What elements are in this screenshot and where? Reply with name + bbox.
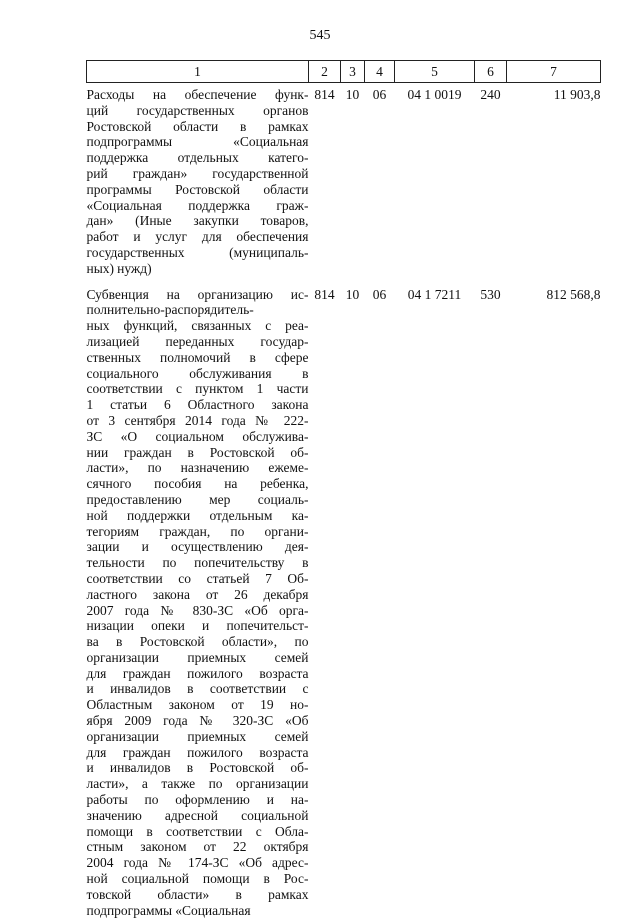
description-line: «Социальная поддержка граж-: [87, 198, 309, 214]
description-line: товской области» в рамках: [87, 887, 309, 903]
description-line: ластного закона от 26 декабря: [87, 587, 309, 603]
description-line: ственных полномочий в сфере: [87, 350, 309, 366]
row-code-target: 04 1 0019: [395, 87, 475, 277]
description-line: подпрограммы «Социальная: [87, 903, 309, 918]
description-line: значению адресной социальной: [87, 808, 309, 824]
header-col-4: 4: [365, 61, 395, 83]
table-body: [87, 83, 601, 918]
description-line: работы по оформлению и на-: [87, 792, 309, 808]
table-row: [87, 287, 601, 918]
description-line: соответствии со статьей 7 Об-: [87, 571, 309, 587]
description-line: ных) нужд): [87, 261, 309, 277]
table-header: [87, 61, 601, 83]
header-col-5: 5: [395, 61, 475, 83]
description-line: ной поддержки отдельным ка-: [87, 508, 309, 524]
row-code-target: 04 1 7211: [395, 287, 475, 918]
row-code-expense-type: 240: [475, 87, 507, 277]
description-line: ной социальной помощи в Рос-: [87, 871, 309, 887]
description-line: ЗС «О социальном обслужива-: [87, 429, 309, 445]
description-line: социального обслуживания в: [87, 366, 309, 382]
row-code-subsection: 06: [365, 87, 395, 277]
description-line: ных функций, связанных с реа-: [87, 318, 309, 334]
header-row: [87, 61, 601, 83]
header-col-1: 1: [87, 61, 309, 83]
row-spacer: [87, 277, 601, 287]
description-line: ября 2009 года № 320-ЗС «Об: [87, 713, 309, 729]
row-code-expense-type: 530: [475, 287, 507, 918]
table-row: [87, 87, 601, 277]
description-line: низации опеки и попечительст-: [87, 618, 309, 634]
description-line: тегориям граждан, по органи-: [87, 524, 309, 540]
description-line: ласти», а также по организации: [87, 776, 309, 792]
description-line: подпрограммы «Социальная: [87, 134, 309, 150]
row-amount: 812 568,8: [507, 287, 601, 918]
description-line: ласти», по назначению ежеме-: [87, 460, 309, 476]
row-code-section: 10: [341, 287, 365, 918]
row-code-subsection: 06: [365, 287, 395, 918]
description-line: организации приемных семей: [87, 729, 309, 745]
description-line: 1 статьи 6 Областного закона: [87, 397, 309, 413]
description-line: работ и услуг для обеспечения: [87, 229, 309, 245]
row-code-ministry: 814: [309, 87, 341, 277]
description-line: Ростовской области в рамках: [87, 119, 309, 135]
description-line: и инвалидов в Ростовской об-: [87, 760, 309, 776]
description-line: рий граждан» государственной: [87, 166, 309, 182]
description-line: для граждан пожилого возраста: [87, 745, 309, 761]
row-code-section: 10: [341, 87, 365, 277]
description-line: дан» (Иные закупки товаров,: [87, 213, 309, 229]
description-line: Расходы на обеспечение функ-: [87, 87, 309, 103]
description-line: для граждан пожилого возраста: [87, 666, 309, 682]
header-col-7: 7: [507, 61, 601, 83]
description-line: от 3 сентября 2014 года № 222-: [87, 413, 309, 429]
description-line: соответствии с пунктом 1 части: [87, 381, 309, 397]
description-line: лизацией переданных государ-: [87, 334, 309, 350]
row-code-ministry: 814: [309, 287, 341, 918]
description-line: и инвалидов в соответствии с: [87, 681, 309, 697]
page-number: 545: [0, 28, 640, 44]
description-line: нии граждан в Ростовской об-: [87, 445, 309, 461]
description-line: зации и осуществлению дея-: [87, 539, 309, 555]
description-line: поддержка отдельных катего-: [87, 150, 309, 166]
header-col-6: 6: [475, 61, 507, 83]
description-line: 2004 года № 174-ЗС «Об адрес-: [87, 855, 309, 871]
description-line: ций государственных органов: [87, 103, 309, 119]
description-line: организации приемных семей: [87, 650, 309, 666]
row-description: [87, 287, 309, 918]
description-line: Субвенция на организацию ис-: [87, 287, 309, 303]
description-line: полнительно-распорядитель-: [87, 302, 309, 318]
header-col-3: 3: [341, 61, 365, 83]
description-line: тельности по попечительству в: [87, 555, 309, 571]
header-col-2: 2: [309, 61, 341, 83]
description-line: программы Ростовской области: [87, 182, 309, 198]
description-line: помощи в соответствии с Обла-: [87, 824, 309, 840]
description-line: государственных (муниципаль-: [87, 245, 309, 261]
description-line: предоставлению мер социаль-: [87, 492, 309, 508]
row-amount: 11 903,8: [507, 87, 601, 277]
description-line: сячного пособия на ребенка,: [87, 476, 309, 492]
row-spacer-cell: [87, 277, 601, 287]
budget-table: [86, 60, 601, 918]
row-description: [87, 87, 309, 277]
description-line: Областным законом от 19 но-: [87, 697, 309, 713]
description-line: 2007 года № 830-ЗС «Об орга-: [87, 603, 309, 619]
description-line: ва в Ростовской области», по: [87, 634, 309, 650]
description-line: стным законом от 22 октября: [87, 839, 309, 855]
